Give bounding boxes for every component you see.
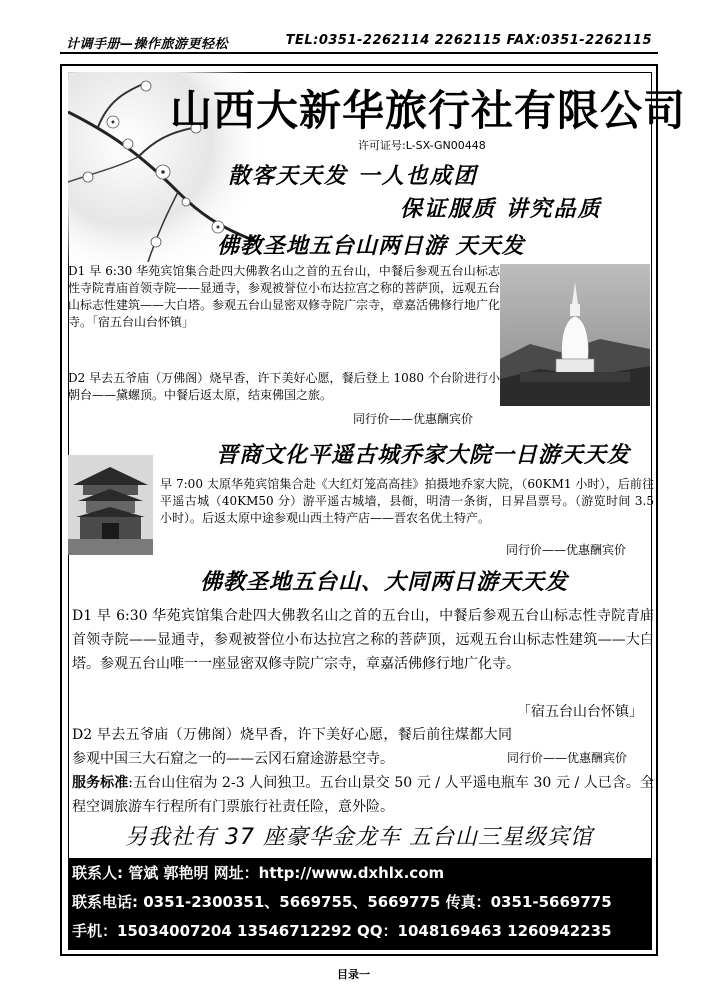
- service-standard: [72, 771, 654, 819]
- company-title: 山西大新华旅行社有限公司: [170, 86, 687, 135]
- tour3-day2: D2 早去五爷庙（万佛阁）烧早香，许下美好心愿，餐后前往煤都大同参观中国三大石窟之一的——云冈石窟途游悬空寺。: [72, 727, 512, 767]
- white-pagoda-photo: [500, 264, 650, 406]
- header-rule: [60, 52, 658, 54]
- service-text: :五台山住宿为 2-3 人间独卫。五台山景交 50 元 / 人平遥电瓶车 30 元 / 人已含。全程空调旅游车行程所有门票旅行社责任险，意外险。: [72, 775, 654, 815]
- tour1-day2: D2 早去五爷庙（万佛阁）烧早香，许下美好心愿，餐后登上 1080 个台阶进行小朝台——黛螺顶。中餐后返太原，结束佛国之旅。: [68, 371, 500, 402]
- contact-phone-fax: 联系电话: 0351-2300351、5669755、5669775 传真：0351-5669775: [72, 893, 612, 911]
- contact-box: [68, 858, 652, 950]
- tour1-price: 同行价——优惠酬宾价: [353, 412, 474, 426]
- fleet-notice: 另我社有 37 座豪华金龙车 五台山三星级宾馆: [125, 825, 593, 850]
- contact-person-website: 联系人: 管斌 郭艳明 网址：http://www.dxhlx.com: [72, 864, 445, 882]
- slogan-daily: 散客天天发 一人也成团: [228, 163, 478, 189]
- page-footer: 目录一: [337, 968, 370, 981]
- tour2-price: 同行价——优惠酬宾价: [506, 543, 627, 557]
- license-number: 许可证号:L-SX-GN00448: [358, 139, 486, 152]
- header-contacts: TEL:0351-2262114 2262115 FAX:0351-2262115: [285, 33, 652, 48]
- service-label: 服务标准: [72, 775, 129, 791]
- slogan-quality: 保证服质 讲究品质: [400, 196, 602, 222]
- ancient-pavilion-photo: [68, 455, 153, 555]
- tour3-title: 佛教圣地五台山、大同两日游天天发: [200, 569, 569, 595]
- tour1-day1: D1 早 6:30 华苑宾馆集合赴四大佛教名山之首的五台山，中餐后参观五台山标志性寺院青庙首领寺院——显通寺，参观被誉位小布达拉宫之称的菩萨顶，远观五台山标志性建筑——大白塔。参观五台山显密双修寺院广宗寺，章嘉活佛修行地广化寺。「宿五台山台怀镇」: [68, 264, 501, 329]
- header-slogan: 计调手册—操作旅游更轻松: [66, 37, 229, 52]
- tour3-day1: D1 早 6:30 华苑宾馆集合赴四大佛教名山之首的五台山，中餐后参观五台山标志性寺院青庙首领寺院——显通寺，参观被誉位小布达拉宫之称的菩萨顶，远观五台山标志性建筑——大白塔。参观五台山唯一一座显密双修寺院广宗寺，章嘉活佛修行地广化寺。: [72, 608, 654, 672]
- contact-mobile-qq: 手机：15034007204 13546712292 QQ：1048169463 1260942235: [72, 922, 612, 940]
- tour2-title: 晋商文化平遥古城乔家大院一日游天天发: [216, 442, 631, 468]
- tour3-price: 同行价——优惠酬宾价: [507, 751, 628, 765]
- tour1-title: 佛教圣地五台山两日游 天天发: [217, 233, 525, 259]
- tour3-stay: 「宿五台山台怀镇」: [517, 704, 643, 720]
- tour2-itinerary: 早 7:00 太原华苑宾馆集合赴《大红灯笼高高挂》拍摄地乔家大院，（60KM1 小时），后前往平遥古城（40KM50 分）游平遥古城墙，县衙，明清一条街，日昇昌票号。（游览时间 3.5 小时）。后返太原中途参观山西土特产店——晋农名优土特产。: [160, 477, 654, 525]
